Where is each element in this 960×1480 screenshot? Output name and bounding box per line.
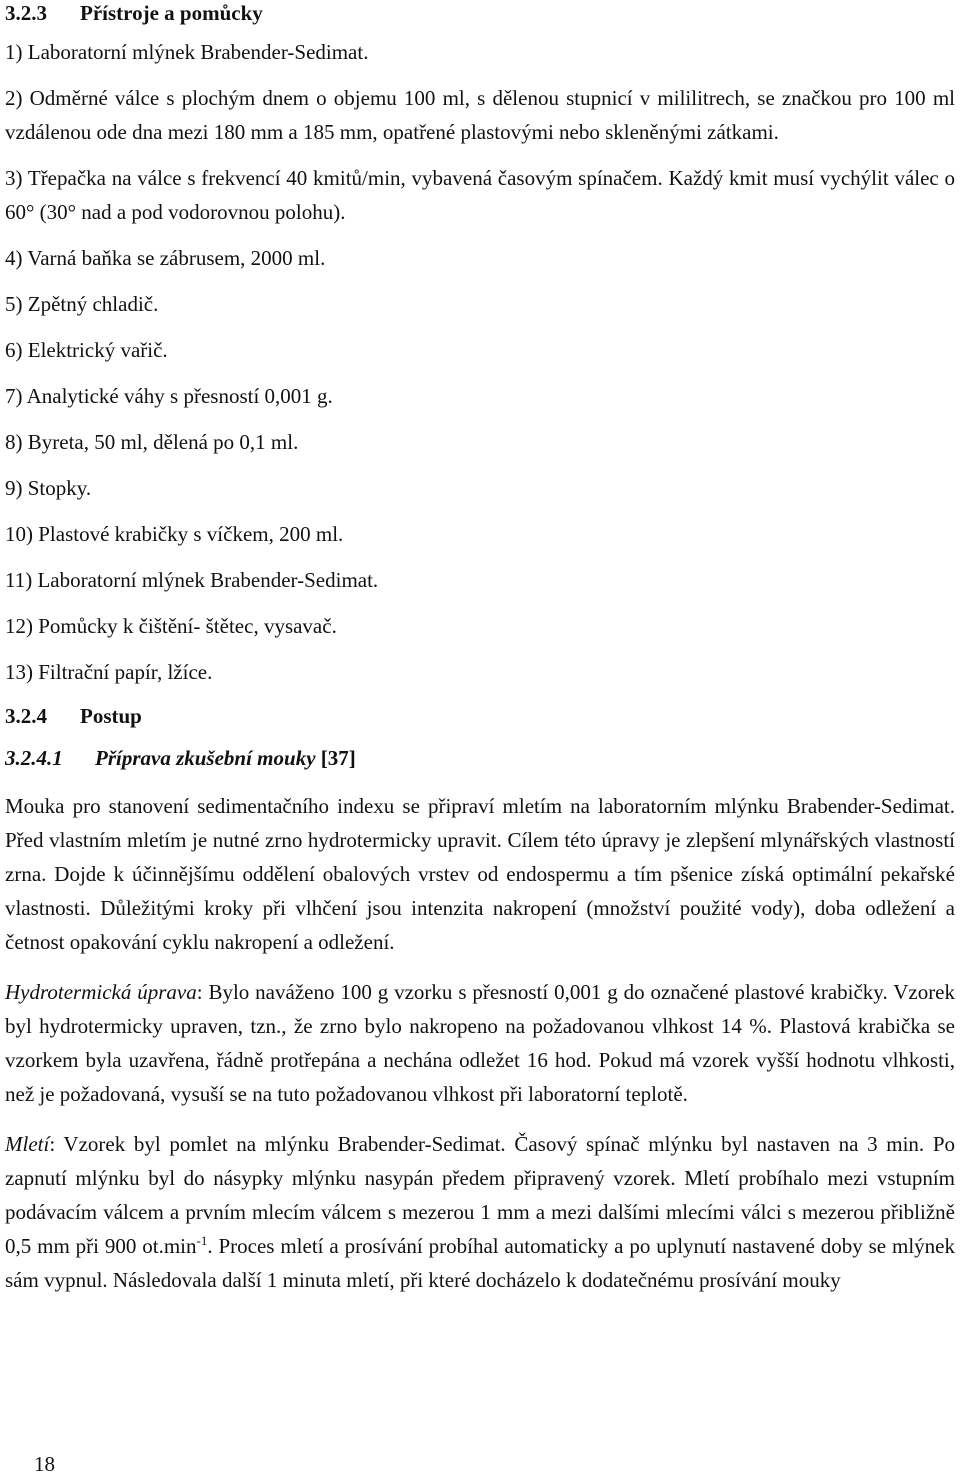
paragraph-lead: Hydrotermická úprava (5, 980, 197, 1004)
list-item: 5) Zpětný chladič. (5, 292, 159, 316)
paragraph-text: : Vzorek byl pomlet na mlýnku Brabender-Sedimat. Časový spínač mlýnku byl nastaven na 3 min. Po zapnutí mlýnku byl do násypky mlýnku nasypán předem připravený vzorek. Mletí probíhalo mezi vstupním podávacím válcem a prvním mlecím válcem s mezerou 1 mm a mezi dalšími mlecími válci s mezerou přibližně 0,5 mm při 900 ot.min (5, 1132, 955, 1258)
paragraph-intro: Mouka pro stanovení sedimentačního indexu se připraví mletím na laboratorním mlýnku Brabender-Sedimat. Před vlastním mletím je nutné zrno hydrotermicky upravit. Cílem této úpravy je zlepšení mlynářských vlastností zrna. Dojde k účinnějšímu oddělení obalových vrstev od endospermu a tím pšenice získá optimální pekařské vlastnosti. Důležitými kroky při vlhčení jsou intenzita nakropení (množství použité vody), doba odležení a četnost opakování cyklu nakropení a odležení. (5, 794, 955, 954)
list-item: 1) Laboratorní mlýnek Brabender-Sedimat. (5, 40, 369, 64)
paragraph-text: . Proces mletí a prosívání probíhal automaticky a po uplynutí nastavené doby se mlýnek sám vypnul. Následovala další 1 minuta mletí, při které docházelo k dodatečnému prosívání mouky (5, 1234, 955, 1292)
list-item: 12) Pomůcky k čištění- štětec, vysavač. (5, 614, 337, 638)
citation-ref: [37] (320, 746, 356, 770)
superscript: -1 (196, 1233, 208, 1248)
section-title: Postup (80, 704, 142, 728)
equipment-list (5, 35, 955, 689)
list-item: 10) Plastové krabičky s víčkem, 200 ml. (5, 522, 344, 546)
paragraph-text: : Bylo naváženo 100 g vzorku s přesností 0,001 g do označené plastové krabičky. Vzorek byl hydrotermicky upraven, tzn., že zrno bylo nakropeno na požadovanou vlhkost 14 %. Plastová krabička se vzorkem byla uzavřena, řádně protřepána a nechána odležet 16 hod. Pokud má vzorek vyšší hodnotu vlhkosti, než je požadovaná, vysuší se na tuto požadovanou vlhkost při laboratorní teplotě. (5, 980, 956, 1106)
section-heading-3-2-4 (5, 703, 955, 729)
paragraph-milling (5, 1127, 955, 1297)
paragraph-lead: Mletí (5, 1132, 50, 1156)
list-item: 9) Stopky. (5, 476, 92, 500)
list-item: 3) Třepačka na válce s frekvencí 40 kmitů/min, vybavená časovým spínačem. Každý kmit musí vychýlit válec o 60° (30° nad a pod vodorovnou polohu). (5, 166, 955, 224)
page-number: 18 (34, 1452, 55, 1476)
list-item: 13) Filtrační papír, lžíce. (5, 660, 213, 684)
list-item: 2) Odměrné válce s plochým dnem o objemu 100 ml, s dělenou stupnicí v mililitrech, se značkou pro 100 ml vzdálenou ode dna mezi 180 mm a 185 mm, opatřené plastovými nebo skleněnými zátkami. (5, 86, 955, 144)
section-heading-3-2-4-1 (5, 741, 955, 775)
list-item: 4) Varná baňka se zábrusem, 2000 ml. (5, 246, 326, 270)
section-number: 3.2.4.1 (5, 746, 63, 770)
list-item: 8) Byreta, 50 ml, dělená po 0,1 ml. (5, 430, 299, 454)
section-number: 3.2.4 (5, 704, 47, 728)
section-heading-3-2-3 (5, 0, 955, 26)
list-item: 11) Laboratorní mlýnek Brabender-Sedimat. (5, 568, 379, 592)
list-item: 7) Analytické váhy s přesností 0,001 g. (5, 384, 333, 408)
paragraph-hydrothermal (5, 975, 955, 1111)
list-item: 6) Elektrický vařič. (5, 338, 168, 362)
section-title: Přístroje a pomůcky (80, 1, 263, 25)
section-number: 3.2.3 (5, 1, 47, 25)
section-title: Příprava zkušební mouky (95, 746, 316, 770)
document-page (5, 0, 955, 1297)
